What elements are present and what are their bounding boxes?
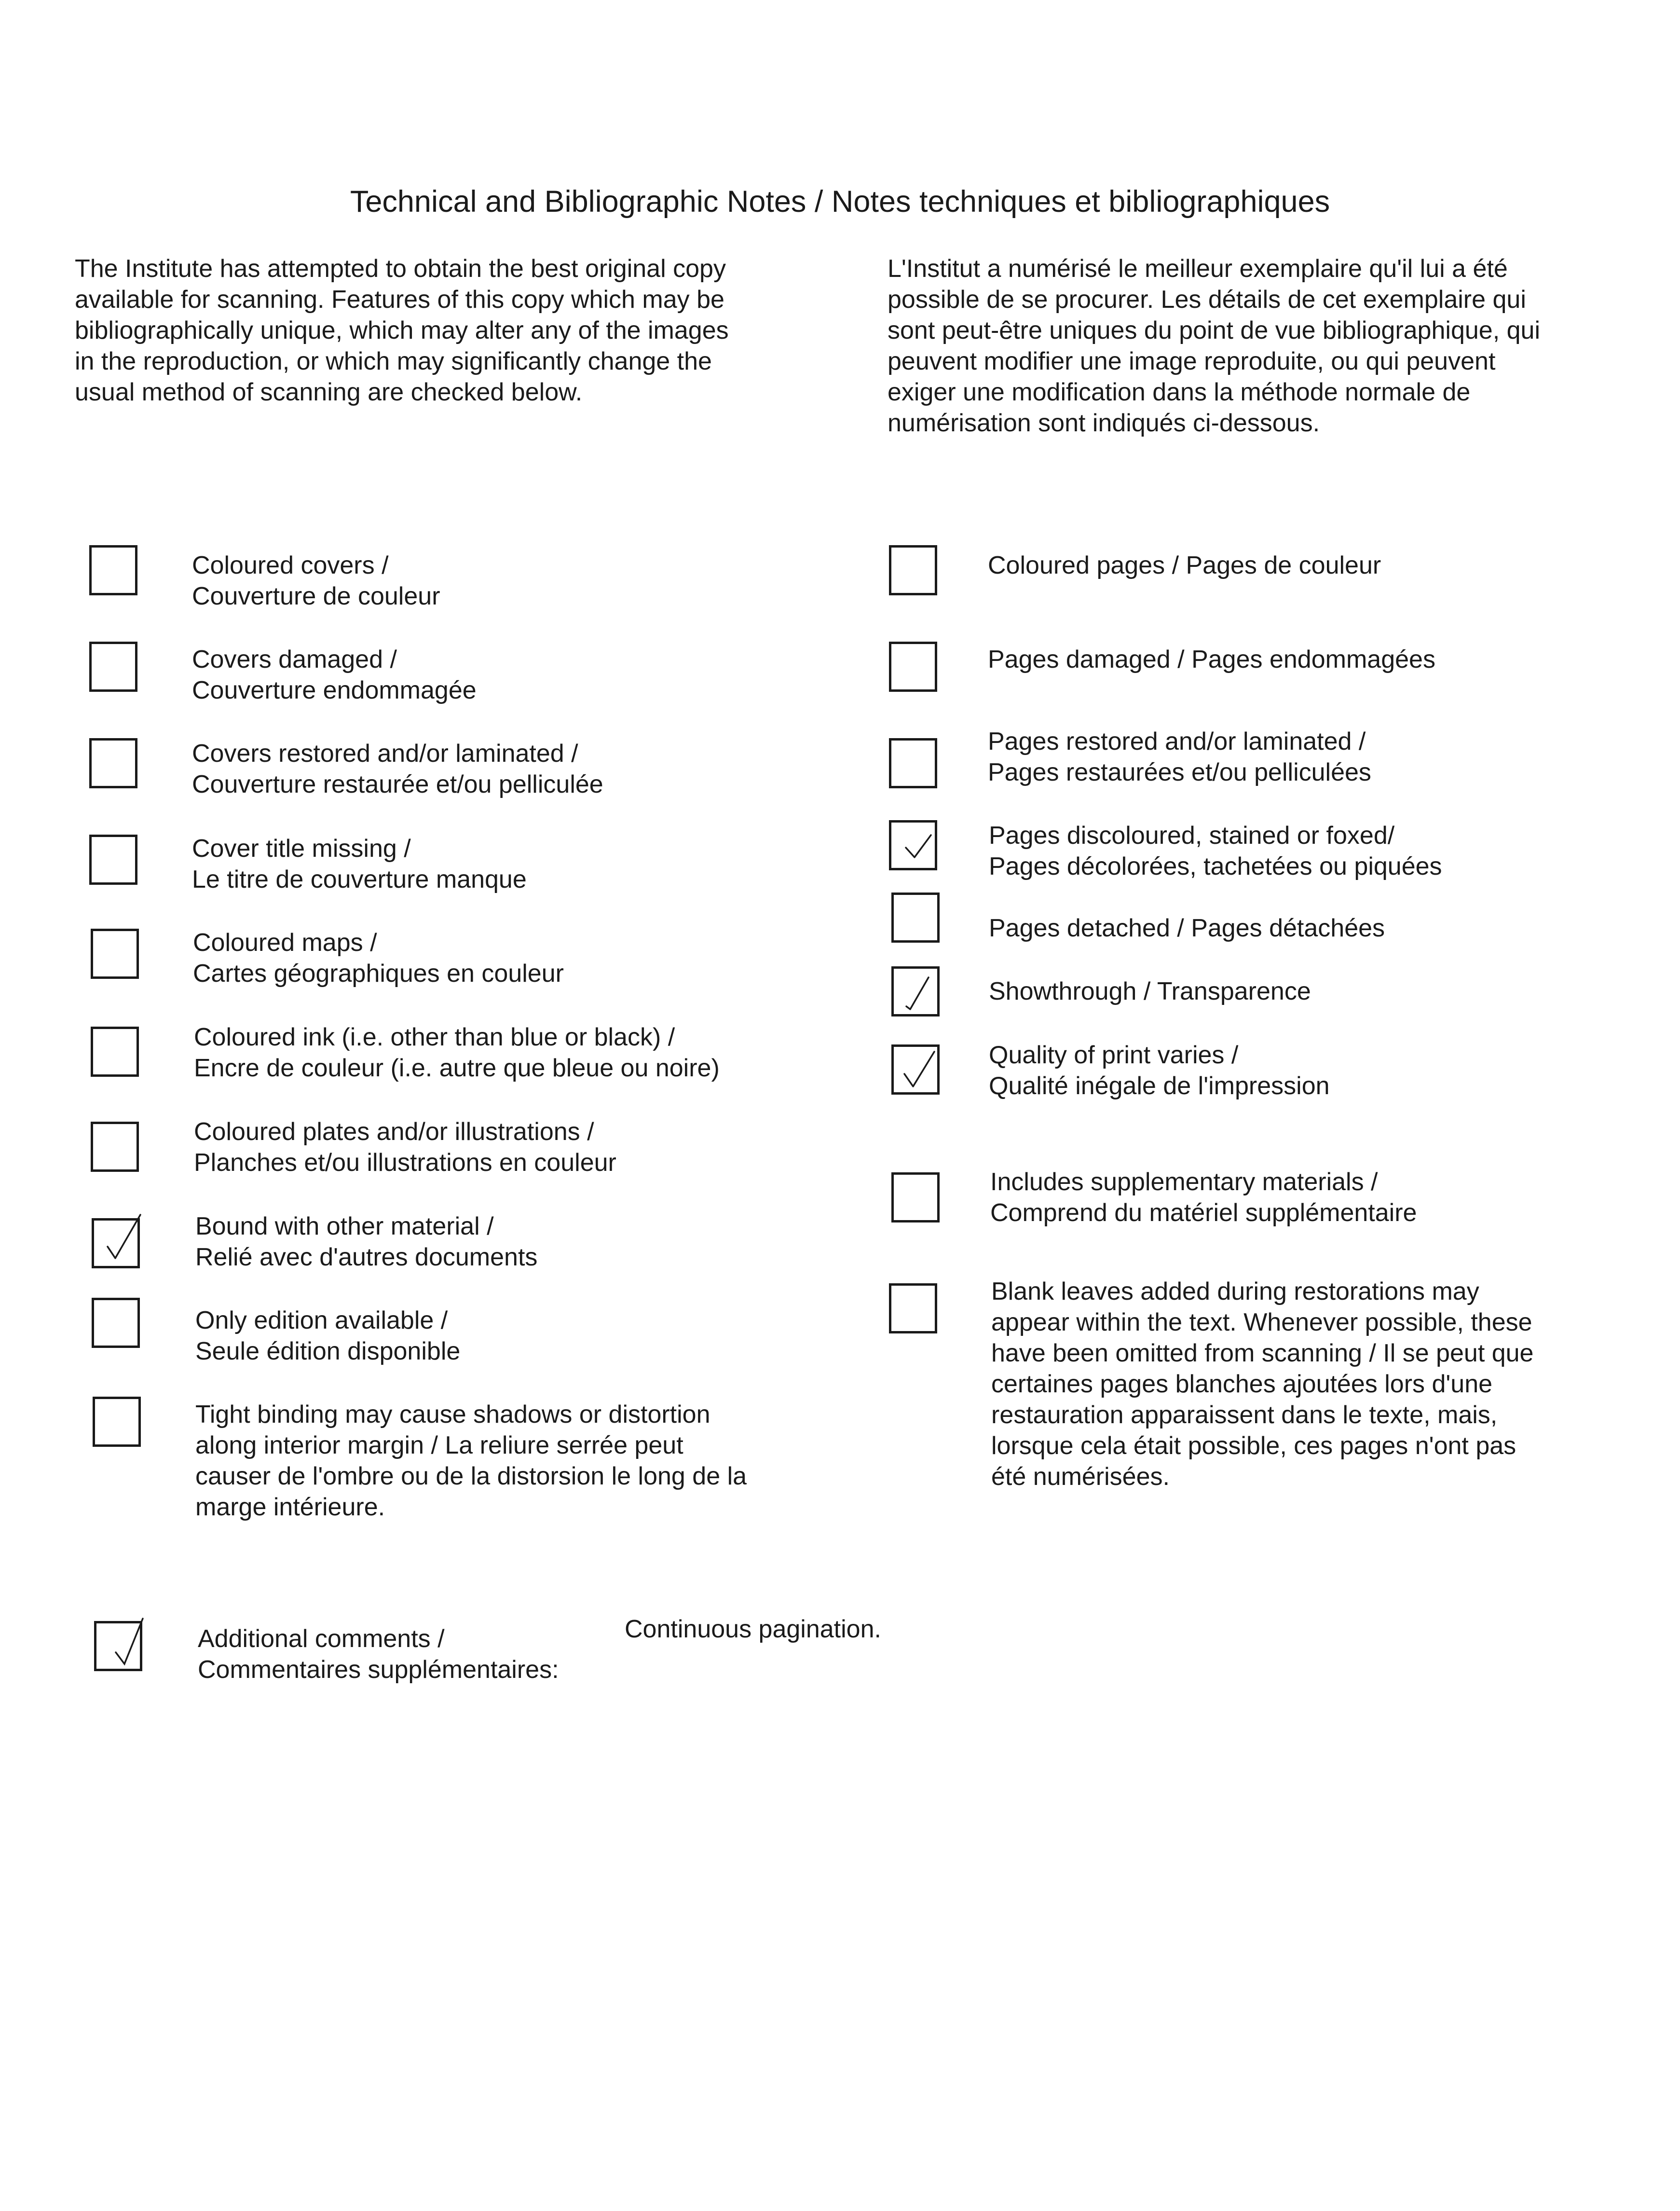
intro-english-line: available for scanning. Features of this copy which may be [75,286,724,314]
checklist-item-line: causer de l'ombre ou de la distorsion le long de la [195,1462,747,1490]
checklist-item-line: Pages décolorées, tachetées ou piquées [989,852,1442,880]
checkbox[interactable] [93,1397,141,1447]
checkbox[interactable] [89,835,137,885]
intro-french-line: possible de se procurer. Les détails de cet exemplaire qui [888,286,1526,314]
checklist-item-line: Quality of print varies / [989,1041,1239,1069]
checklist-item-label [192,644,477,706]
checklist-item-label [192,738,603,800]
checklist-item-line: Coloured ink (i.e. other than blue or black) / [194,1023,675,1051]
checklist-item-line: Comprend du matériel supplémentaire [990,1199,1417,1227]
intro-english-line: usual method of scanning are checked below. [75,378,583,406]
checklist-item-line: Coloured maps / [193,929,377,957]
checklist-item-line: été numérisées. [991,1463,1170,1491]
checklist-item-line: Coloured plates and/or illustrations / [194,1118,594,1146]
checklist-item-line: Coloured covers / [192,551,389,579]
checklist-item-line: Planches et/ou illustrations en couleur [194,1149,616,1177]
checklist-item-line: Pages restored and/or laminated / [988,728,1366,755]
checklist-item-label [192,833,527,895]
checklist-item-line: Encre de couleur (i.e. autre que bleue ou noire) [194,1054,720,1082]
checkmark-icon [891,823,935,868]
checklist-item-line: Pages damaged / Pages endommagées [988,645,1435,673]
checklist-item-line: Cover title missing / [192,835,411,863]
page-title: Technical and Bibliographic Notes / Notes techniques et bibliographiques [350,185,1330,219]
checkmark-stroke [116,1619,143,1664]
checklist-item-line: Couverture restaurée et/ou pelliculée [192,770,603,798]
checklist-item-line: Covers restored and/or laminated / [192,740,578,768]
checkbox[interactable] [89,545,137,595]
intro-english [75,253,808,408]
checkbox[interactable] [89,642,137,692]
checklist-item-label [989,1040,1330,1101]
checkbox[interactable] [889,642,937,692]
checkbox[interactable] [889,820,937,870]
intro-french-line: exiger une modification dans la méthode normale de [888,378,1471,406]
checkbox[interactable] [91,929,139,979]
checklist-item-line: Coloured pages / Pages de couleur [988,551,1381,579]
checklist-item-line: Only edition available / [195,1306,448,1334]
checklist-item-line: Seule édition disponible [195,1337,461,1365]
checklist-item-line: Showthrough / Transparence [989,977,1311,1005]
intro-english-line: in the reproduction, or which may significantly change the [75,347,712,375]
checkmark-stroke [904,1052,934,1086]
intro-french-line: peuvent modifier une image reproduite, ou qui peuvent [888,347,1496,375]
additional-comments-label [198,1623,559,1685]
intro-english-line: The Institute has attempted to obtain the best original copy [75,255,726,283]
checklist-item-line: Covers damaged / [192,645,397,673]
checklist-item-line: Relié avec d'autres documents [195,1243,538,1271]
checkmark-stroke [108,1215,140,1258]
checklist-item-line: along interior margin / La reliure serrée peut [195,1431,683,1459]
checklist-item-line: Pages detached / Pages détachées [989,914,1385,942]
checklist-item-label [988,550,1381,581]
checkmark-icon [894,1047,937,1092]
checklist-item-line: Couverture endommagée [192,676,477,704]
checklist-item-line: Includes supplementary materials / [990,1168,1378,1196]
checklist-item-label [192,550,440,612]
checklist-item-label [193,927,564,989]
checkmark-icon [96,1623,140,1669]
additional-comments-checkbox[interactable] [94,1621,142,1671]
checklist-item-line: Bound with other material / [195,1212,494,1240]
checklist-item-line: Tight binding may cause shadows or distortion [195,1401,710,1428]
checkmark-stroke [906,977,929,1009]
checklist-item-line: lorsque cela était possible, ces pages n'ont pas [991,1432,1516,1460]
checkbox[interactable] [891,893,940,943]
checklist-item-line: certaines pages blanches ajoutées lors d'une [991,1370,1493,1398]
checklist-item-line: appear within the text. Whenever possible, these [991,1308,1532,1336]
checklist-item-line: Pages restaurées et/ou pelliculées [988,758,1371,786]
checkbox[interactable] [889,545,937,595]
checklist-item-label [989,913,1385,944]
checkmark-icon [94,1221,137,1266]
checkbox[interactable] [889,1283,937,1333]
checklist-item-line: Couverture de couleur [192,582,440,610]
checklist-item-line: have been omitted from scanning / Il se peut que [991,1339,1534,1367]
checklist-item-label [989,976,1311,1007]
checkbox[interactable] [92,1298,140,1348]
checkbox[interactable] [89,738,137,788]
additional-comments-line: Commentaires supplémentaires: [198,1656,559,1684]
checkbox[interactable] [91,1122,139,1172]
checklist-item-label [195,1211,537,1273]
intro-english-line: bibliographically unique, which may alter any of the images [75,316,729,344]
checklist-item-line: Blank leaves added during restorations may [991,1277,1479,1305]
checklist-item-line: Cartes géographiques en couleur [193,960,564,988]
checkbox[interactable] [891,1044,940,1095]
checklist-item-label [991,1276,1533,1492]
checklist-item-label [194,1022,720,1084]
additional-comments-value: Continuous pagination. [625,1615,881,1643]
checklist-item-line: marge intérieure. [195,1493,385,1521]
intro-french [888,253,1650,439]
checklist-item-label [989,820,1442,882]
checklist-item-line: Le titre de couverture manque [192,865,527,893]
checkbox[interactable] [92,1218,140,1268]
checklist-item-label [988,726,1371,788]
intro-french-line: sont peut-être uniques du point de vue bibliographique, qui [888,316,1540,344]
checklist-item-label [195,1399,747,1523]
checklist-item-label [195,1305,460,1367]
intro-french-line: numérisation sont indiqués ci-dessous. [888,409,1320,437]
checkbox[interactable] [891,966,940,1016]
checkbox[interactable] [889,738,937,788]
checkmark-icon [894,969,937,1014]
checklist-item-line: Pages discoloured, stained or foxed/ [989,822,1395,850]
additional-comments-line: Additional comments / [198,1625,445,1653]
checklist-item-label [988,644,1435,675]
checklist-item-label [990,1167,1417,1228]
checkmark-stroke [906,835,931,857]
checklist-item-line: Qualité inégale de l'impression [989,1072,1330,1100]
checkbox[interactable] [891,1172,940,1222]
checklist-item-line: restauration apparaissent dans le texte, mais, [991,1401,1498,1429]
intro-french-line: L'Institut a numérisé le meilleur exemplaire qu'il lui a été [888,255,1508,283]
checkbox[interactable] [91,1027,139,1077]
checklist-item-label [194,1116,616,1178]
